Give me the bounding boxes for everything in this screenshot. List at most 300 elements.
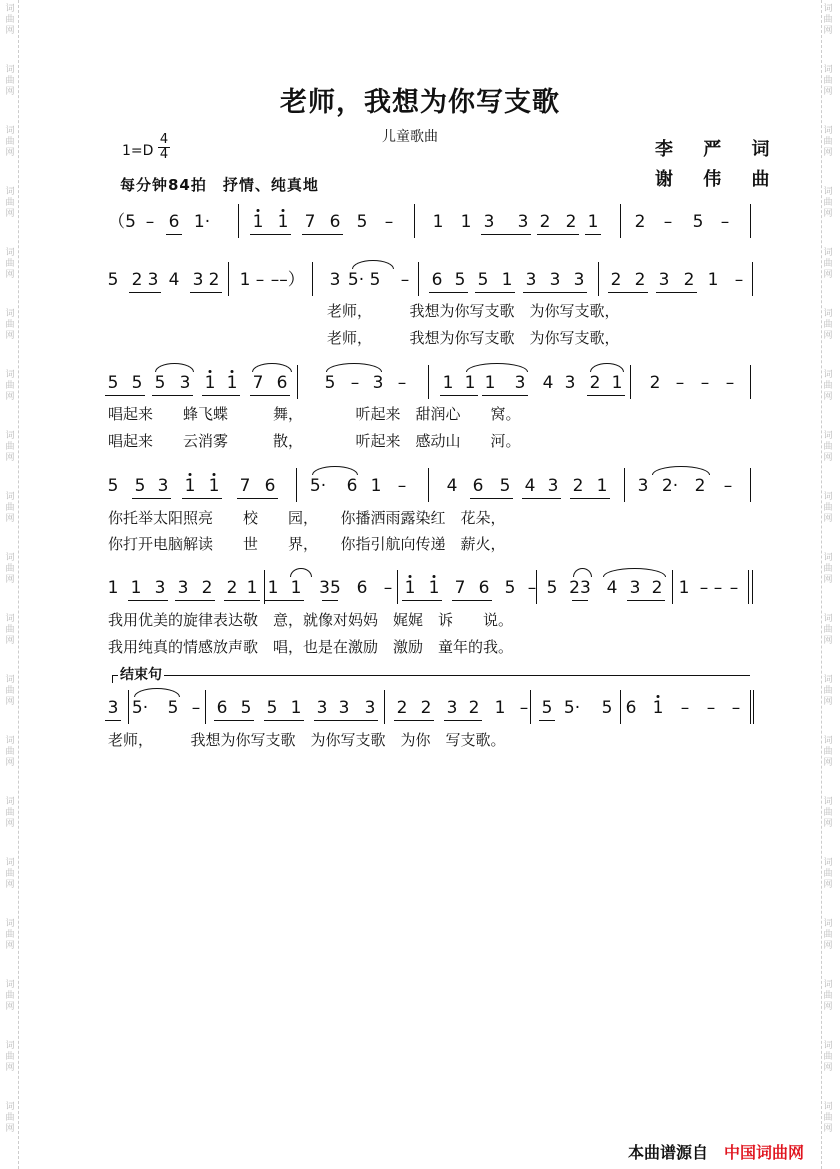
note: 3: [483, 212, 495, 232]
note: 5: [541, 698, 553, 718]
note: 3: [637, 476, 649, 496]
beam-underline: [182, 498, 222, 499]
watermark-glyph: 词 曲 网: [823, 614, 833, 646]
note: 3: [573, 270, 585, 290]
note: –: [400, 270, 410, 290]
ending-label: 结束句: [118, 664, 164, 684]
beam-underline: [656, 292, 697, 293]
note: –: [731, 698, 741, 718]
note: 2: [201, 578, 213, 598]
note: 5: [107, 270, 119, 290]
slur-arc: [312, 466, 358, 475]
beam-underline: [237, 498, 278, 499]
note: 5·: [347, 270, 365, 290]
note: 7: [239, 476, 251, 496]
bar-line: [128, 690, 129, 724]
beam-underline: [452, 600, 492, 601]
slur-arc: [155, 363, 194, 372]
song-title: 老师，我想为你写支歌: [280, 87, 560, 118]
note: 3: [549, 270, 561, 290]
beam-underline: [627, 600, 665, 601]
note: –: [397, 373, 407, 393]
beam-underline: [129, 292, 161, 293]
note: –: [270, 270, 280, 290]
octave-dot: [433, 575, 436, 578]
note: 7: [252, 373, 264, 393]
watermark-glyph: 词 曲 网: [823, 187, 833, 219]
note: –: [713, 578, 723, 598]
note: 3: [525, 270, 537, 290]
watermark-glyph: 词 曲 网: [823, 370, 833, 402]
beam-underline: [429, 292, 468, 293]
beam-underline: [572, 600, 588, 601]
note: 23: [569, 578, 591, 598]
beam-underline: [314, 720, 378, 721]
note: 2: [572, 476, 584, 496]
lyric-line: 你打开电脑解读 世 界， 你指引航向传递 薪火，: [108, 535, 506, 553]
watermark-glyph: 词 曲 网: [823, 919, 833, 951]
octave-dot: [409, 575, 412, 578]
bar-line: [750, 468, 751, 502]
note: 3: [154, 578, 166, 598]
note: 3: [147, 270, 159, 290]
watermark-glyph: 词 曲 网: [823, 797, 833, 829]
watermark-glyph: 词 曲 网: [5, 797, 15, 829]
bar-line: [530, 690, 531, 724]
time-signature-bottom: 4: [159, 147, 169, 162]
note: –: [350, 373, 360, 393]
beam-underline: [250, 234, 291, 235]
note: 4: [542, 373, 554, 393]
beam-underline: [570, 498, 610, 499]
beam-underline: [608, 292, 648, 293]
beam-underline: [128, 600, 168, 601]
source-label: 本曲谱源自: [627, 1143, 708, 1162]
note: 5: [499, 476, 511, 496]
note: 2: [634, 212, 646, 232]
beam-underline: [539, 720, 555, 721]
watermark-glyph: 词 曲 网: [5, 4, 15, 36]
watermark-glyph: 词 曲 网: [5, 248, 15, 280]
note: 4: [168, 270, 180, 290]
note: 2: [649, 373, 661, 393]
bar-line: [620, 690, 621, 724]
note: 2: [226, 578, 238, 598]
beam-underline: [585, 234, 601, 235]
note: 3: [372, 373, 384, 393]
note: 5: [107, 476, 119, 496]
ending-bracket: [112, 675, 750, 676]
note: –: [729, 578, 739, 598]
bar-line: [296, 468, 297, 502]
note: 1: [707, 270, 719, 290]
note: 5: [134, 476, 146, 496]
bar-line: [672, 570, 673, 604]
note: 3: [107, 698, 119, 718]
note: –: [675, 373, 685, 393]
beam-underline: [322, 600, 338, 601]
beam-underline: [105, 395, 145, 396]
note: 6: [346, 476, 358, 496]
note: 3: [547, 476, 559, 496]
note: 3: [157, 476, 169, 496]
note: 3: [192, 270, 204, 290]
beam-underline: [394, 720, 434, 721]
watermark-glyph: 词 曲 网: [5, 553, 15, 585]
note: 1: [277, 212, 289, 232]
note: 5: [131, 373, 143, 393]
beam-underline: [475, 292, 515, 293]
octave-dot: [257, 209, 260, 212]
bar-line: [264, 570, 265, 604]
bar-line: [428, 365, 429, 399]
note: 1: [432, 212, 444, 232]
watermark-glyph: 词 曲 网: [5, 980, 15, 1012]
note: 2: [694, 476, 706, 496]
slur-arc: [326, 363, 382, 372]
note: 5: [266, 698, 278, 718]
note: 1: [239, 270, 251, 290]
watermark-glyph: 词 曲 网: [5, 126, 15, 158]
beam-underline: [482, 395, 528, 396]
bar-line: [297, 365, 298, 399]
slur-arc: [252, 363, 292, 372]
watermark-glyph: 词 曲 网: [823, 492, 833, 524]
note: 2: [634, 270, 646, 290]
bar-line: [750, 204, 751, 238]
beam-underline: [481, 234, 531, 235]
watermark-glyph: 词 曲 网: [5, 187, 15, 219]
note: 1: [460, 212, 472, 232]
lyric-line: 老师， 我想为你写支歌 为你写支歌，: [327, 329, 620, 347]
octave-dot: [657, 695, 660, 698]
note: 2: [565, 212, 577, 232]
beam-underline: [440, 395, 478, 396]
note: 1: [107, 578, 119, 598]
note: （5: [108, 212, 136, 232]
beam-underline: [444, 720, 482, 721]
lyricist-credit: 李 严 词: [655, 139, 782, 160]
note: 3: [564, 373, 576, 393]
slur-arc: [573, 568, 592, 577]
note: 1·: [193, 212, 211, 232]
note: 1: [246, 578, 258, 598]
watermark-glyph: 词 曲 网: [5, 1041, 15, 1073]
note: 3: [316, 698, 328, 718]
beam-underline: [402, 600, 442, 601]
note: 1: [494, 698, 506, 718]
note: –: [725, 373, 735, 393]
beam-underline: [152, 395, 193, 396]
beam-underline: [224, 600, 260, 601]
note: 1: [464, 373, 476, 393]
note: –: [706, 698, 716, 718]
watermark-glyph: 词 曲 网: [823, 1102, 833, 1134]
note: –: [191, 698, 201, 718]
watermark-glyph: 词 曲 网: [823, 431, 833, 463]
watermark-glyph: 词 曲 网: [823, 980, 833, 1012]
lyric-line: 老师， 我想为你写支歌 为你写支歌，: [327, 302, 620, 320]
note: –: [734, 270, 744, 290]
bar-line: [748, 570, 749, 604]
note: 5·: [563, 698, 581, 718]
octave-dot: [231, 370, 234, 373]
note: 2: [468, 698, 480, 718]
note: 2: [420, 698, 432, 718]
note: –: [699, 578, 709, 598]
watermark-glyph: 词 曲 网: [823, 248, 833, 280]
note: 1: [290, 698, 302, 718]
slur-arc: [590, 363, 624, 372]
note: –: [384, 212, 394, 232]
bar-line: [312, 262, 313, 296]
note: 1: [290, 578, 302, 598]
beam-underline: [250, 395, 290, 396]
note: 1: [370, 476, 382, 496]
note: 5: [369, 270, 381, 290]
note: 1: [208, 476, 220, 496]
note: 1: [596, 476, 608, 496]
note: 4: [606, 578, 618, 598]
note: 4: [446, 476, 458, 496]
beam-underline: [166, 234, 182, 235]
note: 5·: [131, 698, 149, 718]
note: 1: [652, 698, 664, 718]
slur-arc: [352, 260, 394, 269]
watermark-glyph: 词 曲 网: [5, 492, 15, 524]
note: –: [663, 212, 673, 232]
source-footer: [628, 1140, 804, 1163]
beam-underline: [214, 720, 254, 721]
bar-line: [598, 262, 599, 296]
note: 2: [396, 698, 408, 718]
note: 5: [454, 270, 466, 290]
note: 5: [324, 373, 336, 393]
note: –: [145, 212, 155, 232]
beam-underline: [132, 498, 171, 499]
watermark-glyph: 词 曲 网: [5, 614, 15, 646]
note: 5: [692, 212, 704, 232]
note: 3: [329, 270, 341, 290]
note: 2: [539, 212, 551, 232]
bar-line: [414, 204, 415, 238]
lyric-line: 唱起来 蜂飞蝶 舞， 听起来 甜润心 窝。: [108, 405, 521, 423]
bar-line: [752, 570, 753, 604]
bar-line: [384, 690, 385, 724]
note: 5: [477, 270, 489, 290]
note: 5: [601, 698, 613, 718]
note: –: [720, 212, 730, 232]
watermark-glyph: 词 曲 网: [5, 675, 15, 707]
note: –: [397, 476, 407, 496]
bar-line: [228, 262, 229, 296]
note: –: [723, 476, 733, 496]
source-site-link[interactable]: 中国词曲网: [723, 1143, 804, 1162]
note: 35: [319, 578, 341, 598]
watermark-glyph: 词 曲 网: [823, 858, 833, 890]
note: 1: [404, 578, 416, 598]
note: 6: [329, 212, 341, 232]
note: 5: [504, 578, 516, 598]
slur-arc: [466, 363, 528, 372]
bar-line: [536, 570, 537, 604]
note: 6: [431, 270, 443, 290]
bar-line: [205, 690, 206, 724]
watermark-glyph: 词 曲 网: [823, 736, 833, 768]
bar-line: [397, 570, 398, 604]
slur-arc: [603, 568, 666, 577]
watermark-glyph: 词 曲 网: [5, 65, 15, 97]
note: 5: [546, 578, 558, 598]
note: 2·: [661, 476, 679, 496]
note: 1: [501, 270, 513, 290]
note: 7: [304, 212, 316, 232]
note: 1: [184, 476, 196, 496]
watermark-glyph: 词 曲 网: [5, 370, 15, 402]
bar-line: [418, 262, 419, 296]
note: 1: [442, 373, 454, 393]
slur-arc: [134, 688, 180, 697]
tempo-marking: 每分钟84拍 抒情、纯真地: [120, 176, 319, 194]
watermark-glyph: 词 曲 网: [5, 919, 15, 951]
note: 2: [651, 578, 663, 598]
note: 5·: [309, 476, 327, 496]
bar-line: [630, 365, 631, 399]
key-signature: 1=D: [122, 143, 154, 159]
note: 2: [208, 270, 220, 290]
beam-underline: [190, 292, 222, 293]
bar-line: [620, 204, 621, 238]
note: 3: [517, 212, 529, 232]
octave-dot: [282, 209, 285, 212]
lyric-line: 我用纯真的情感放声歌 唱，也是在激励 激励 童年的我。: [108, 638, 514, 656]
beam-underline: [175, 600, 215, 601]
lyric-line: 我用优美的旋律表达敬 意，就像对妈妈 娓娓 诉 说。: [108, 611, 514, 629]
note: 3: [446, 698, 458, 718]
bar-line: [238, 204, 239, 238]
slur-arc: [652, 466, 710, 475]
watermark-glyph: 词 曲 网: [823, 126, 833, 158]
note: –: [383, 578, 393, 598]
bar-line: [752, 262, 753, 296]
watermark-glyph: 词 曲 网: [823, 4, 833, 36]
note: 1: [611, 373, 623, 393]
note: 2: [131, 270, 143, 290]
watermark-glyph: 词 曲 网: [823, 65, 833, 97]
watermark-glyph: 词 曲 网: [5, 431, 15, 463]
note: 1: [587, 212, 599, 232]
watermark-glyph: 词 曲 网: [823, 309, 833, 341]
note: 3: [338, 698, 350, 718]
note: 3: [629, 578, 641, 598]
note: 3: [658, 270, 670, 290]
octave-dot: [213, 473, 216, 476]
note: 3: [364, 698, 376, 718]
note: –: [680, 698, 690, 718]
octave-dot: [189, 473, 192, 476]
note: 6: [478, 578, 490, 598]
note: 3: [177, 578, 189, 598]
note: –: [700, 373, 710, 393]
watermark-glyph: 词 曲 网: [5, 309, 15, 341]
note: 4: [524, 476, 536, 496]
lyric-line: 唱起来 云消雾 散， 听起来 感动山 河。: [108, 432, 521, 450]
note: 1: [267, 578, 279, 598]
watermark-glyph: 词 曲 网: [5, 736, 15, 768]
beam-underline: [105, 720, 121, 721]
note: –: [527, 578, 537, 598]
lyric-line: 老师， 我想为你写支歌 为你写支歌 为你 写支歌。: [108, 731, 506, 749]
note: 5: [167, 698, 179, 718]
note: 1: [252, 212, 264, 232]
note: 1: [130, 578, 142, 598]
bar-line: [624, 468, 625, 502]
note: –: [519, 698, 529, 718]
song-subtitle: 儿童歌曲: [382, 129, 438, 145]
watermark-glyph: 词 曲 网: [823, 1041, 833, 1073]
beam-underline: [587, 395, 625, 396]
note: 1: [226, 373, 238, 393]
note: 6: [264, 476, 276, 496]
note: 6: [472, 476, 484, 496]
note: 7: [454, 578, 466, 598]
note: 5: [154, 373, 166, 393]
note: 2: [610, 270, 622, 290]
note: –: [255, 270, 265, 290]
note: 5: [356, 212, 368, 232]
watermark-glyph: 词 曲 网: [823, 553, 833, 585]
note: 6: [216, 698, 228, 718]
lyric-line: 你托举太阳照亮 校 园， 你播洒雨露染红 花朵，: [108, 509, 506, 527]
beam-underline: [522, 498, 561, 499]
beam-underline: [202, 395, 240, 396]
note: 2: [683, 270, 695, 290]
beam-underline: [265, 600, 304, 601]
note: –）: [279, 270, 305, 290]
note: 1: [204, 373, 216, 393]
bar-line: [428, 468, 429, 502]
note: 3: [179, 373, 191, 393]
note: 3: [514, 373, 526, 393]
time-signature: [158, 133, 170, 162]
octave-dot: [209, 370, 212, 373]
beam-underline: [470, 498, 513, 499]
watermark-glyph: 词 曲 网: [5, 858, 15, 890]
note: 1: [484, 373, 496, 393]
note: 5: [240, 698, 252, 718]
note: 6: [168, 212, 180, 232]
beam-underline: [264, 720, 304, 721]
note: 1: [678, 578, 690, 598]
watermark-glyph: 词 曲 网: [5, 1102, 15, 1134]
composer-credit: 谢 伟 曲: [655, 169, 782, 190]
note: 6: [356, 578, 368, 598]
slur-arc: [290, 568, 312, 577]
note: 2: [589, 373, 601, 393]
bar-line: [750, 690, 751, 724]
note: 1: [428, 578, 440, 598]
note: 6: [276, 373, 288, 393]
bar-line: [753, 690, 754, 724]
note: 5: [107, 373, 119, 393]
beam-underline: [302, 234, 343, 235]
note: 6: [625, 698, 637, 718]
watermark-glyph: 词 曲 网: [823, 675, 833, 707]
time-signature-top: 4: [159, 132, 169, 147]
beam-underline: [523, 292, 587, 293]
bar-line: [750, 365, 751, 399]
beam-underline: [537, 234, 579, 235]
